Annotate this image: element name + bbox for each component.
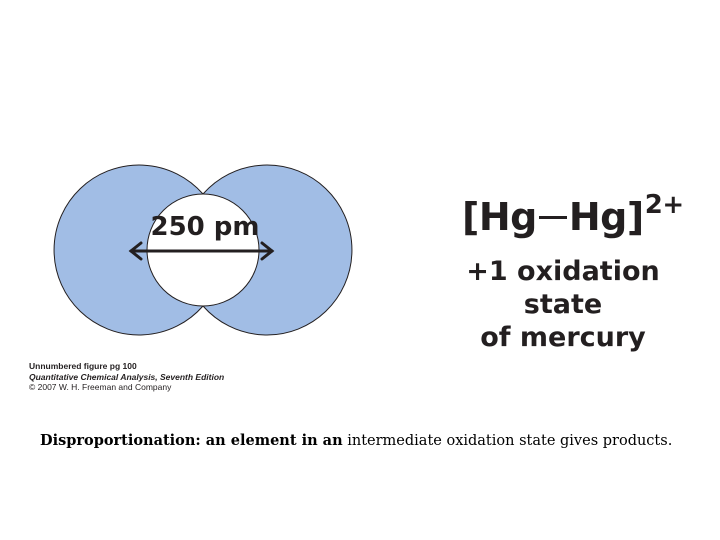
credit-line-2: Quantitative Chemical Analysis, Seventh Edition <box>29 371 225 382</box>
slide-caption <box>40 432 672 449</box>
formula-charge: 2+ <box>644 190 684 220</box>
oxidation-line-1: +1 oxidation state <box>466 256 660 320</box>
oxidation-state-label <box>432 255 694 354</box>
figure-credit <box>29 361 224 393</box>
bond-length-arrow <box>131 243 272 259</box>
bond-length-label: 250 pm <box>150 212 260 242</box>
caption-bold: Disproportionation: an element in an <box>40 432 343 449</box>
credit-line-1: Unnumbered figure pg 100 <box>29 361 137 371</box>
oxidation-line-2: of mercury <box>480 322 646 353</box>
formula-right: Hg] <box>568 195 644 239</box>
hg2-formula <box>462 190 684 239</box>
caption-normal: intermediate oxidation state gives products. <box>342 433 673 449</box>
credit-line-3: © 2007 W. H. Freeman and Company <box>29 382 172 392</box>
formula-left: [Hg <box>462 195 537 239</box>
hg-hg-bond-line <box>539 216 567 219</box>
